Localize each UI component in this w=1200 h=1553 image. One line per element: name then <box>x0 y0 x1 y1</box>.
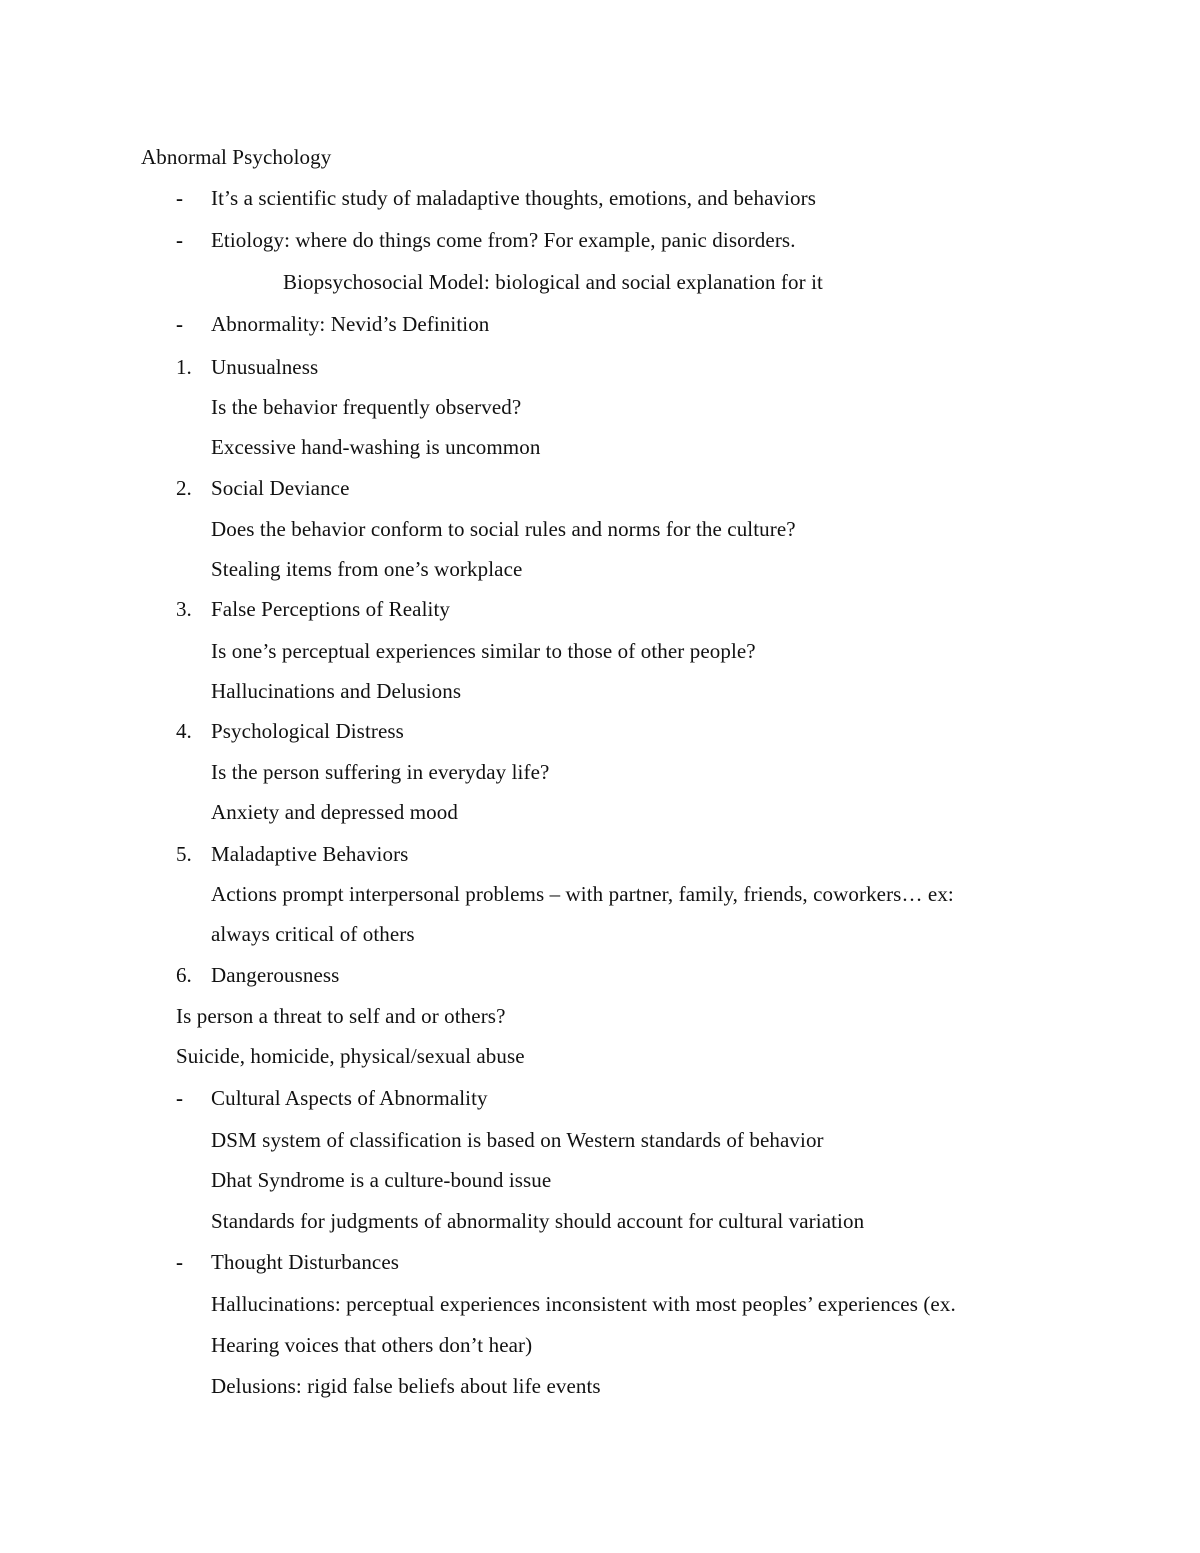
item-heading: Maladaptive Behaviors <box>211 842 409 866</box>
item-heading: False Perceptions of Reality <box>211 597 450 621</box>
bullet-cultural-aspects: Cultural Aspects of Abnormality <box>211 1086 488 1110</box>
item-heading: Psychological Distress <box>211 719 404 743</box>
cultural-line: Dhat Syndrome is a culture-bound issue <box>211 1168 552 1192</box>
bullet-thought-disturbances: Thought Disturbances <box>211 1250 400 1274</box>
bullet-etiology: Etiology: where do things come from? For example, panic disorders. <box>211 228 796 252</box>
item-line: Is person a threat to self and or others? <box>176 1004 506 1028</box>
item-line: Actions prompt interpersonal problems – with partner, family, friends, coworkers… ex: <box>211 882 954 906</box>
list-number: 4. <box>176 719 192 743</box>
item-line: Is the person suffering in everyday life? <box>211 760 550 784</box>
item-heading: Social Deviance <box>211 476 350 500</box>
dash-bullet: - <box>176 1250 183 1274</box>
list-number: 2. <box>176 476 192 500</box>
dash-bullet: - <box>176 228 183 252</box>
item-line: Is the behavior frequently observed? <box>211 395 522 419</box>
item-line: Is one’s perceptual experiences similar to those of other people? <box>211 639 756 663</box>
thought-line: Hallucinations: perceptual experiences inconsistent with most peoples’ experiences (ex. <box>211 1292 956 1316</box>
item-heading: Dangerousness <box>211 963 340 987</box>
document-title: Abnormal Psychology <box>141 145 332 169</box>
item-line: Hallucinations and Delusions <box>211 679 462 703</box>
cultural-line: Standards for judgments of abnormality should account for cultural variation <box>211 1209 865 1233</box>
dash-bullet: - <box>176 186 183 210</box>
item-line: Stealing items from one’s workplace <box>211 557 523 581</box>
item-line: always critical of others <box>211 922 415 946</box>
thought-line: Hearing voices that others don’t hear) <box>211 1333 533 1357</box>
item-heading: Unusualness <box>211 355 319 379</box>
bullet-definition: It’s a scientific study of maladaptive thoughts, emotions, and behaviors <box>211 186 816 210</box>
dash-bullet: - <box>176 312 183 336</box>
item-line: Anxiety and depressed mood <box>211 800 458 824</box>
list-number: 3. <box>176 597 192 621</box>
bullet-abnormality: Abnormality: Nevid’s Definition <box>211 312 490 336</box>
cultural-line: DSM system of classification is based on Western standards of behavior <box>211 1128 824 1152</box>
list-number: 5. <box>176 842 192 866</box>
item-line: Suicide, homicide, physical/sexual abuse <box>176 1044 525 1068</box>
dash-bullet: - <box>176 1086 183 1110</box>
item-line: Does the behavior conform to social rules and norms for the culture? <box>211 517 796 541</box>
list-number: 1. <box>176 355 192 379</box>
biopsychosocial-model-line: Biopsychosocial Model: biological and social explanation for it <box>283 270 823 294</box>
list-number: 6. <box>176 963 192 987</box>
item-line: Excessive hand-washing is uncommon <box>211 435 541 459</box>
thought-line: Delusions: rigid false beliefs about life events <box>211 1374 601 1398</box>
